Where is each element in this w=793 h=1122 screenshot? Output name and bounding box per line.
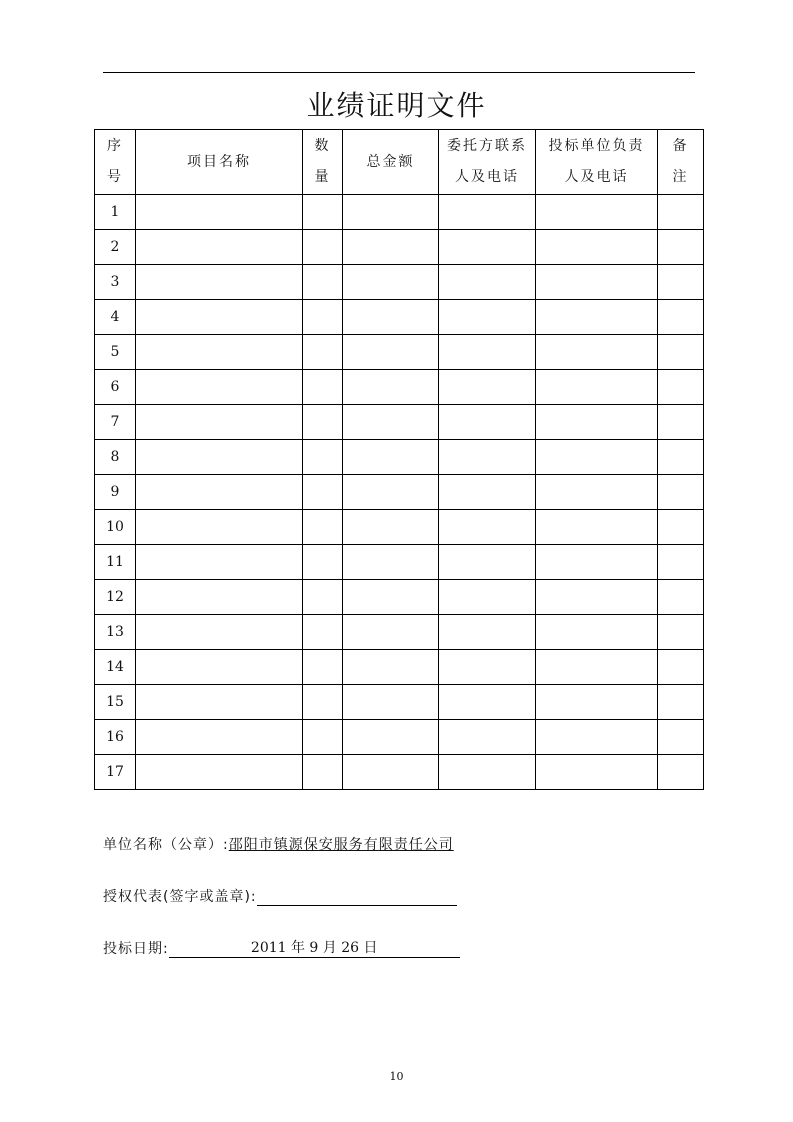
table-row [95, 195, 704, 230]
client-contact-cell[interactable] [439, 265, 536, 300]
quantity-cell[interactable] [303, 405, 343, 440]
table-row [95, 650, 704, 685]
project-name-cell[interactable] [136, 510, 303, 545]
client-contact-cell[interactable] [439, 195, 536, 230]
table-row [95, 300, 704, 335]
bidder-contact-cell[interactable] [536, 440, 658, 475]
quantity-cell[interactable] [303, 440, 343, 475]
row-number: 8 [95, 440, 136, 475]
bid-date-value[interactable]: 2011 年 9 月 26 日 [169, 937, 460, 958]
bidder-contact-cell[interactable] [536, 230, 658, 265]
remarks-cell[interactable] [658, 300, 704, 335]
bidder-contact-cell[interactable] [536, 335, 658, 370]
project-name-cell[interactable] [136, 650, 303, 685]
client-contact-cell[interactable] [439, 370, 536, 405]
quantity-cell[interactable] [303, 265, 343, 300]
quantity-cell[interactable] [303, 720, 343, 755]
row-number: 6 [95, 370, 136, 405]
bidder-contact-cell[interactable] [536, 405, 658, 440]
total-amount-cell[interactable] [343, 195, 439, 230]
bidder-contact-cell[interactable] [536, 615, 658, 650]
client-contact-cell[interactable] [439, 755, 536, 790]
table-row [95, 475, 704, 510]
total-amount-cell[interactable] [343, 440, 439, 475]
company-line [103, 834, 454, 854]
project-name-cell[interactable] [136, 580, 303, 615]
row-number: 7 [95, 405, 136, 440]
project-name-cell[interactable] [136, 405, 303, 440]
company-label: 单位名称（公章）: [103, 837, 229, 853]
remarks-cell[interactable] [658, 265, 704, 300]
client-contact-cell[interactable] [439, 475, 536, 510]
client-contact-cell[interactable] [439, 300, 536, 335]
bidder-contact-cell[interactable] [536, 475, 658, 510]
client-contact-cell[interactable] [439, 335, 536, 370]
table-row [95, 370, 704, 405]
project-name-cell[interactable] [136, 440, 303, 475]
bid-date-label: 投标日期: [103, 941, 169, 957]
client-contact-cell[interactable] [439, 405, 536, 440]
total-amount-cell[interactable] [343, 720, 439, 755]
quantity-cell[interactable] [303, 580, 343, 615]
table-row [95, 440, 704, 475]
total-amount-cell[interactable] [343, 755, 439, 790]
total-amount-cell[interactable] [343, 405, 439, 440]
header-remarks: 备 注 [658, 130, 704, 195]
header-client-contact: 委托方联系 人及电话 [439, 130, 536, 195]
document-title: 业绩证明文件 [306, 89, 487, 122]
header-bidder-contact: 投标单位负责 人及电话 [536, 130, 658, 195]
header-seq: 序 号 [95, 130, 136, 195]
total-amount-cell[interactable] [343, 230, 439, 265]
quantity-cell[interactable] [303, 300, 343, 335]
bidder-contact-cell[interactable] [536, 510, 658, 545]
client-contact-cell[interactable] [439, 440, 536, 475]
project-name-cell[interactable] [136, 230, 303, 265]
remarks-cell[interactable] [658, 405, 704, 440]
row-number: 10 [95, 510, 136, 545]
remarks-cell[interactable] [658, 230, 704, 265]
remarks-cell[interactable] [658, 440, 704, 475]
remarks-cell[interactable] [658, 650, 704, 685]
table-row [95, 545, 704, 580]
remarks-cell[interactable] [658, 720, 704, 755]
row-number: 5 [95, 335, 136, 370]
quantity-cell[interactable] [303, 615, 343, 650]
quantity-cell[interactable] [303, 650, 343, 685]
table-row [95, 580, 704, 615]
total-amount-cell[interactable] [343, 475, 439, 510]
header-rule [103, 72, 695, 73]
row-number: 2 [95, 230, 136, 265]
table-row [95, 510, 704, 545]
remarks-cell[interactable] [658, 195, 704, 230]
remarks-cell[interactable] [658, 510, 704, 545]
row-number: 3 [95, 265, 136, 300]
row-number: 11 [95, 545, 136, 580]
total-amount-cell[interactable] [343, 685, 439, 720]
quantity-cell[interactable] [303, 230, 343, 265]
client-contact-cell[interactable] [439, 230, 536, 265]
bidder-contact-cell[interactable] [536, 370, 658, 405]
representative-label: 授权代表(签字或盖章): [103, 889, 257, 905]
project-name-cell[interactable] [136, 720, 303, 755]
total-amount-cell[interactable] [343, 650, 439, 685]
quantity-cell[interactable] [303, 755, 343, 790]
client-contact-cell[interactable] [439, 615, 536, 650]
bidder-contact-cell[interactable] [536, 265, 658, 300]
header-quantity: 数 量 [303, 130, 343, 195]
representative-signature-field[interactable] [257, 891, 457, 906]
remarks-cell[interactable] [658, 755, 704, 790]
project-name-cell[interactable] [136, 300, 303, 335]
quantity-cell[interactable] [303, 195, 343, 230]
total-amount-cell[interactable] [343, 615, 439, 650]
row-number: 16 [95, 720, 136, 755]
total-amount-cell[interactable] [343, 510, 439, 545]
client-contact-cell[interactable] [439, 685, 536, 720]
row-number: 15 [95, 685, 136, 720]
row-number: 17 [95, 755, 136, 790]
table-row [95, 685, 704, 720]
client-contact-cell[interactable] [439, 545, 536, 580]
quantity-cell[interactable] [303, 475, 343, 510]
project-name-cell[interactable] [136, 475, 303, 510]
bidder-contact-cell[interactable] [536, 755, 658, 790]
row-number: 9 [95, 475, 136, 510]
table-row [95, 615, 704, 650]
project-name-cell[interactable] [136, 615, 303, 650]
row-number: 1 [95, 195, 136, 230]
bidder-contact-cell[interactable] [536, 545, 658, 580]
row-number: 13 [95, 615, 136, 650]
project-name-cell[interactable] [136, 685, 303, 720]
quantity-cell[interactable] [303, 335, 343, 370]
project-name-cell[interactable] [136, 545, 303, 580]
client-contact-cell[interactable] [439, 720, 536, 755]
remarks-cell[interactable] [658, 335, 704, 370]
performance-table [94, 129, 704, 790]
bidder-contact-cell[interactable] [536, 650, 658, 685]
total-amount-cell[interactable] [343, 265, 439, 300]
client-contact-cell[interactable] [439, 580, 536, 615]
project-name-cell[interactable] [136, 195, 303, 230]
row-number: 14 [95, 650, 136, 685]
table-row [95, 720, 704, 755]
client-contact-cell[interactable] [439, 510, 536, 545]
project-name-cell[interactable] [136, 755, 303, 790]
remarks-cell[interactable] [658, 685, 704, 720]
total-amount-cell[interactable] [343, 545, 439, 580]
quantity-cell[interactable] [303, 370, 343, 405]
header-total-amount: 总金额 [343, 130, 439, 195]
bidder-contact-cell[interactable] [536, 300, 658, 335]
total-amount-cell[interactable] [343, 335, 439, 370]
total-amount-cell[interactable] [343, 300, 439, 335]
quantity-cell[interactable] [303, 685, 343, 720]
remarks-cell[interactable] [658, 545, 704, 580]
quantity-cell[interactable] [303, 510, 343, 545]
bidder-contact-cell[interactable] [536, 580, 658, 615]
company-name: 邵阳市镇源保安服务有限责任公司 [228, 837, 454, 853]
bidder-contact-cell[interactable] [536, 685, 658, 720]
table-row [95, 405, 704, 440]
remarks-cell[interactable] [658, 615, 704, 650]
table-row [95, 335, 704, 370]
project-name-cell[interactable] [136, 265, 303, 300]
bid-date-line [103, 937, 460, 958]
table-header-row [95, 130, 704, 195]
table-row [95, 230, 704, 265]
project-name-cell[interactable] [136, 335, 303, 370]
row-number: 4 [95, 300, 136, 335]
header-project-name: 项目名称 [136, 130, 303, 195]
remarks-cell[interactable] [658, 475, 704, 510]
quantity-cell[interactable] [303, 545, 343, 580]
page-number: 10 [389, 1070, 404, 1083]
bidder-contact-cell[interactable] [536, 195, 658, 230]
table-row [95, 755, 704, 790]
representative-line [103, 886, 457, 906]
table-row [95, 265, 704, 300]
bidder-contact-cell[interactable] [536, 720, 658, 755]
remarks-cell[interactable] [658, 370, 704, 405]
total-amount-cell[interactable] [343, 370, 439, 405]
row-number: 12 [95, 580, 136, 615]
client-contact-cell[interactable] [439, 650, 536, 685]
project-name-cell[interactable] [136, 370, 303, 405]
total-amount-cell[interactable] [343, 580, 439, 615]
remarks-cell[interactable] [658, 580, 704, 615]
